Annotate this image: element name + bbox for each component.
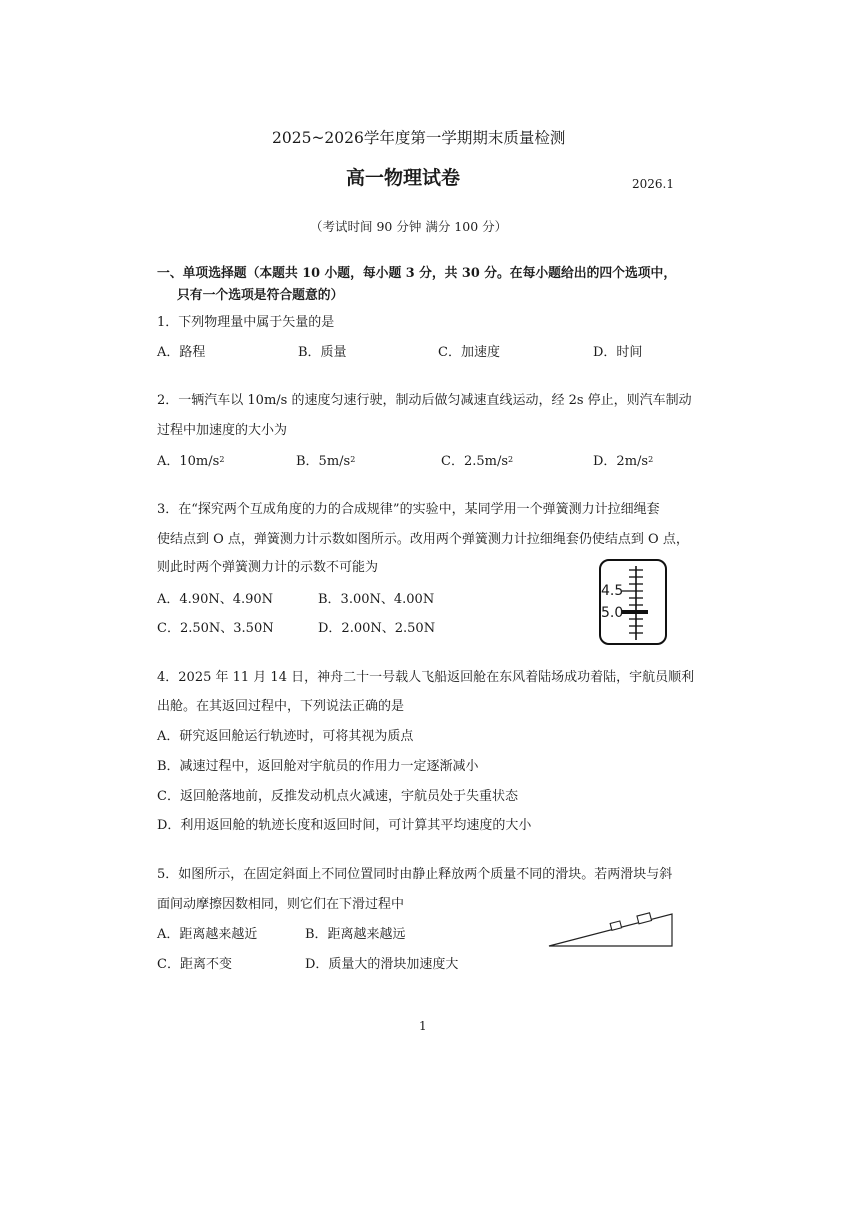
section-heading-line1: 一、单项选择题（本题共 10 小题，每小题 3 分，共 30 分。在每小题给出的四个选项中， <box>157 266 677 281</box>
scale-label-4-5: 4.5 <box>601 583 624 599</box>
q5-option-b: B．距离越来越远 <box>305 927 406 942</box>
exam-title: 2025~2026学年度第一学期期末质量检测 <box>272 129 566 147</box>
q3-stem-line1: 3．在“探究两个互成角度的力的合成规律”的实验中，某同学用一个弹簧测力计拉细绳套 <box>157 502 660 517</box>
q2-stem-line2: 过程中加速度的大小为 <box>157 423 288 438</box>
q3-stem-line2: 使结点到 O 点，弹簧测力计示数如图所示。改用两个弹簧测力计拉细绳套仍使结点到 O 点， <box>157 532 689 547</box>
page-number: 1 <box>419 1019 427 1033</box>
q5-option-c: C．距离不变 <box>157 957 232 972</box>
q1-stem: 1．下列物理量中属于矢量的是 <box>157 315 335 330</box>
q5-stem-line1: 5．如图所示，在固定斜面上不同位置同时由静止释放两个质量不同的滑块。若两滑块与斜 <box>157 867 673 882</box>
q1-option-d: D．时间 <box>593 345 643 360</box>
subject-title: 高一物理试卷 <box>346 167 461 189</box>
incline-figure <box>546 906 676 948</box>
q5-option-a: A．距离越来越近 <box>157 927 258 942</box>
q4-option-a: A．研究返回舱运行轨迹时，可将其视为质点 <box>157 729 414 744</box>
q1-option-a: A．路程 <box>157 345 206 360</box>
incline-blocks-icon <box>546 906 676 948</box>
q4-option-d: D．利用返回舱的轨迹长度和返回时间，可计算其平均速度的大小 <box>157 818 532 833</box>
q2-option-b: B．$5m/s^2$ <box>296 454 356 469</box>
section-heading-line2: 只有一个选项是符合题意的） <box>177 288 344 303</box>
spring-scale-icon <box>598 558 668 646</box>
q3-option-a: A．4.90N、4.90N <box>157 592 274 607</box>
q5-option-d: D．质量大的滑块加速度大 <box>305 957 459 972</box>
q3-option-b: B．3.00N、4.00N <box>318 592 435 607</box>
q2-option-d: D．$2m/s^2$ <box>593 454 654 469</box>
q4-stem-line2: 出舱。在其返回过程中，下列说法正确的是 <box>157 699 405 714</box>
scale-label-5-0: 5.0 <box>601 605 624 621</box>
q2-option-c: C．$2.5m/s^2$ <box>441 454 514 469</box>
exam-info: （考试时间 90 分钟 满分 100 分） <box>310 219 508 234</box>
q3-stem-line3: 则此时两个弹簧测力计的示数不可能为 <box>157 560 379 575</box>
q2-stem-line1: 2．一辆汽车以 10m/s 的速度匀速行驶，制动后做匀减速直线运动，经 2s 停止，则汽车制动 <box>157 393 692 408</box>
q4-option-b: B．减速过程中，返回舱对宇航员的作用力一定逐渐减小 <box>157 759 479 774</box>
q5-stem-line2: 面间动摩擦因数相同，则它们在下滑过程中 <box>157 897 405 912</box>
exam-date: 2026.1 <box>632 177 674 191</box>
spring-scale-figure <box>598 558 668 646</box>
q1-option-c: C．加速度 <box>438 345 500 360</box>
q3-option-d: D．2.00N、2.50N <box>318 621 436 636</box>
q4-option-c: C．返回舱落地前，反推发动机点火减速，宇航员处于失重状态 <box>157 789 518 804</box>
q3-option-c: C．2.50N、3.50N <box>157 621 274 636</box>
q4-stem-line1: 4．2025 年 11 月 14 日，神舟二十一号载人飞船返回舱在东风着陆场成功着陆，宇航员顺利 <box>157 670 695 685</box>
q1-option-b: B．质量 <box>298 345 347 360</box>
q2-option-a: A．$10m/s^2$ <box>157 454 225 469</box>
